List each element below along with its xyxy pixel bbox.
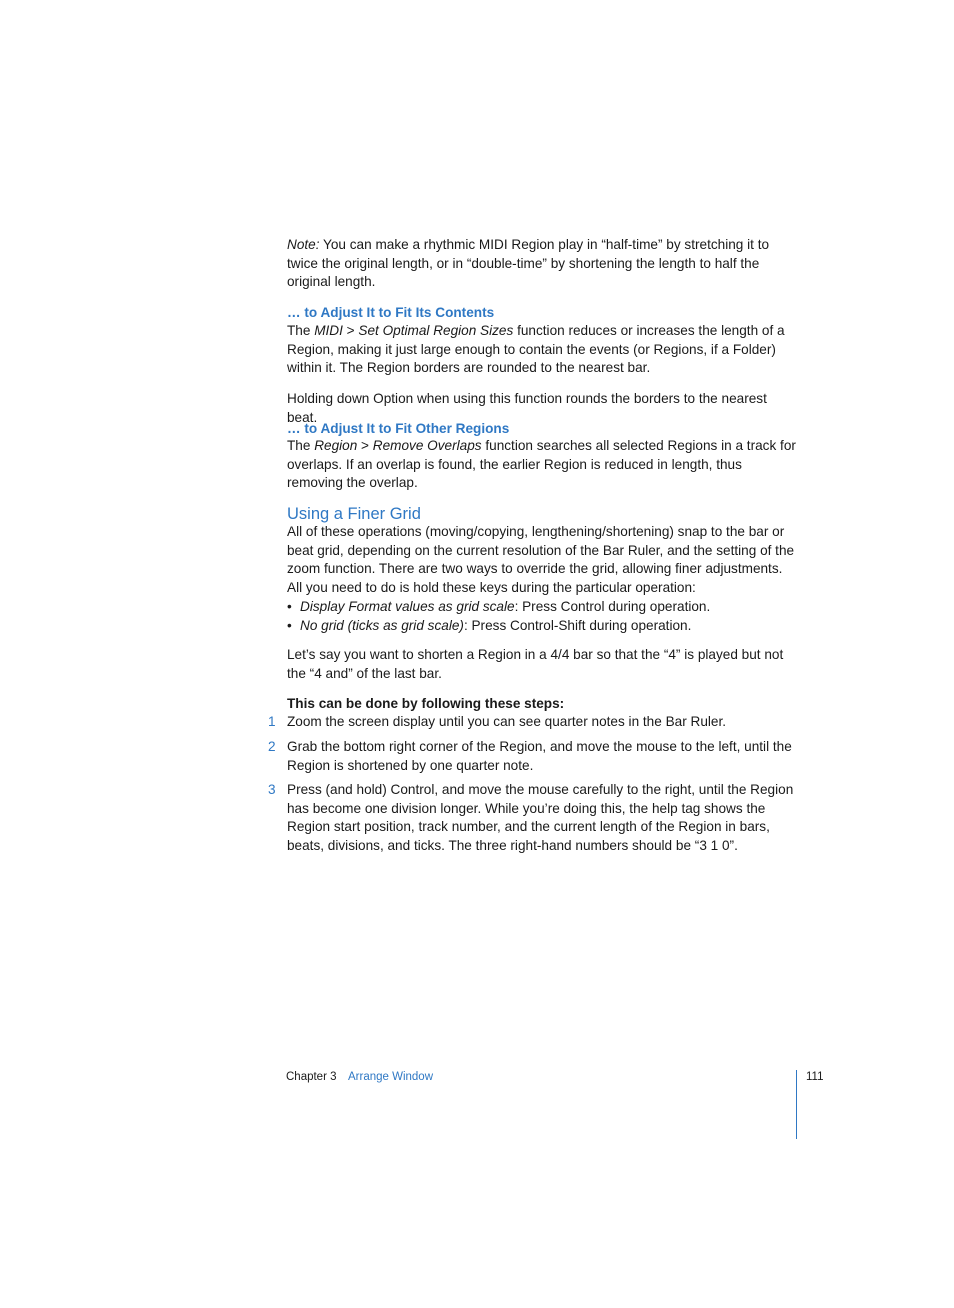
footer-chapter-title: Arrange Window	[348, 1071, 434, 1083]
step-number: 3	[268, 782, 276, 797]
menu-name: Region	[314, 438, 358, 453]
fit-other-paragraph	[287, 437, 799, 493]
step-item	[268, 781, 799, 855]
note-label: Note:	[287, 237, 320, 252]
option-paragraph: Holding down Option when using this function rounds the borders to the nearest beat.	[287, 391, 767, 425]
bullet-text: : Press Control-Shift during operation.	[463, 617, 692, 633]
bullet-text: : Press Control during operation.	[514, 599, 711, 614]
footer-divider	[796, 1070, 797, 1139]
bullet-icon: •	[287, 617, 292, 633]
menu-command: Set Optimal Region Sizes	[358, 323, 514, 338]
menu-separator: >	[342, 323, 359, 338]
step-number: 2	[268, 739, 276, 754]
finer-grid-intro: All of these operations (moving/copying, lengthening/shortening) snap to the bar or beat grid, depending on the current resolution of the Bar Ruler, and the setting of the zoom function. There are two ways to override the grid, allowing finer adjustments. All you need to do is hold these keys during the particular operation:	[287, 524, 795, 595]
footer-chapter: Chapter 3	[286, 1071, 337, 1083]
step-text: Grab the bottom right corner of the Region, and move the mouse to the left, until the Region is shortened by one quarter note.	[287, 739, 792, 773]
text-fragment: function searches all selected Regions in a track for overlaps. If an overlap is found, the earlier Region is reduced in length, thus removing the overlap.	[287, 438, 796, 491]
bullet-term: No grid (ticks as grid scale)	[300, 617, 464, 633]
bullet-term: Display Format values as grid scale	[300, 599, 515, 614]
step-text: Press (and hold) Control, and move the mouse carefully to the right, until the Region has become one division longer. While you’re doing this, the help tag shows the Region start position, track number, and the current length of the Region in bars, beats, divisions, and ticks. The three right-hand numbers should be “3 1 0”.	[287, 782, 794, 853]
menu-separator: >	[357, 438, 373, 453]
bullet-list	[287, 598, 799, 635]
step-text: Zoom the screen display until you can see quarter notes in the Bar Ruler.	[287, 714, 727, 729]
text-fragment: The	[287, 323, 315, 338]
fit-contents-paragraph	[287, 322, 799, 378]
note-text: You can make a rhythmic MIDI Region play in “half-time” by stretching it to twice the original length, or in “double-time” by shortening the length to half the original length.	[287, 237, 770, 290]
step-item	[268, 713, 799, 732]
menu-command: Remove Overlaps	[372, 438, 482, 453]
page-number: 111	[806, 1071, 824, 1083]
bullet-icon: •	[287, 599, 292, 614]
steps-title: This can be done by following these steps:	[287, 696, 565, 711]
section-heading: Using a Finer Grid	[287, 505, 421, 523]
example-paragraph: Let’s say you want to shorten a Region in a 4/4 bar so that the “4” is played but not the “4 and” of the last bar.	[287, 647, 784, 681]
list-item	[287, 598, 799, 617]
list-item	[287, 617, 799, 636]
step-item	[268, 738, 799, 775]
menu-name: MIDI	[314, 323, 343, 338]
step-number: 1	[268, 714, 276, 729]
subheading-fit-other: … to Adjust It to Fit Other Regions	[287, 421, 510, 436]
text-fragment: function reduces or increases the length of a Region, making it just large enough to contain the events (or Regions, if a Folder) within it. The Region borders are rounded to the nearest bar.	[287, 323, 785, 376]
subheading-fit-contents: … to Adjust It to Fit Its Contents	[287, 305, 495, 320]
note-paragraph	[287, 236, 799, 292]
text-fragment: The	[287, 438, 315, 453]
